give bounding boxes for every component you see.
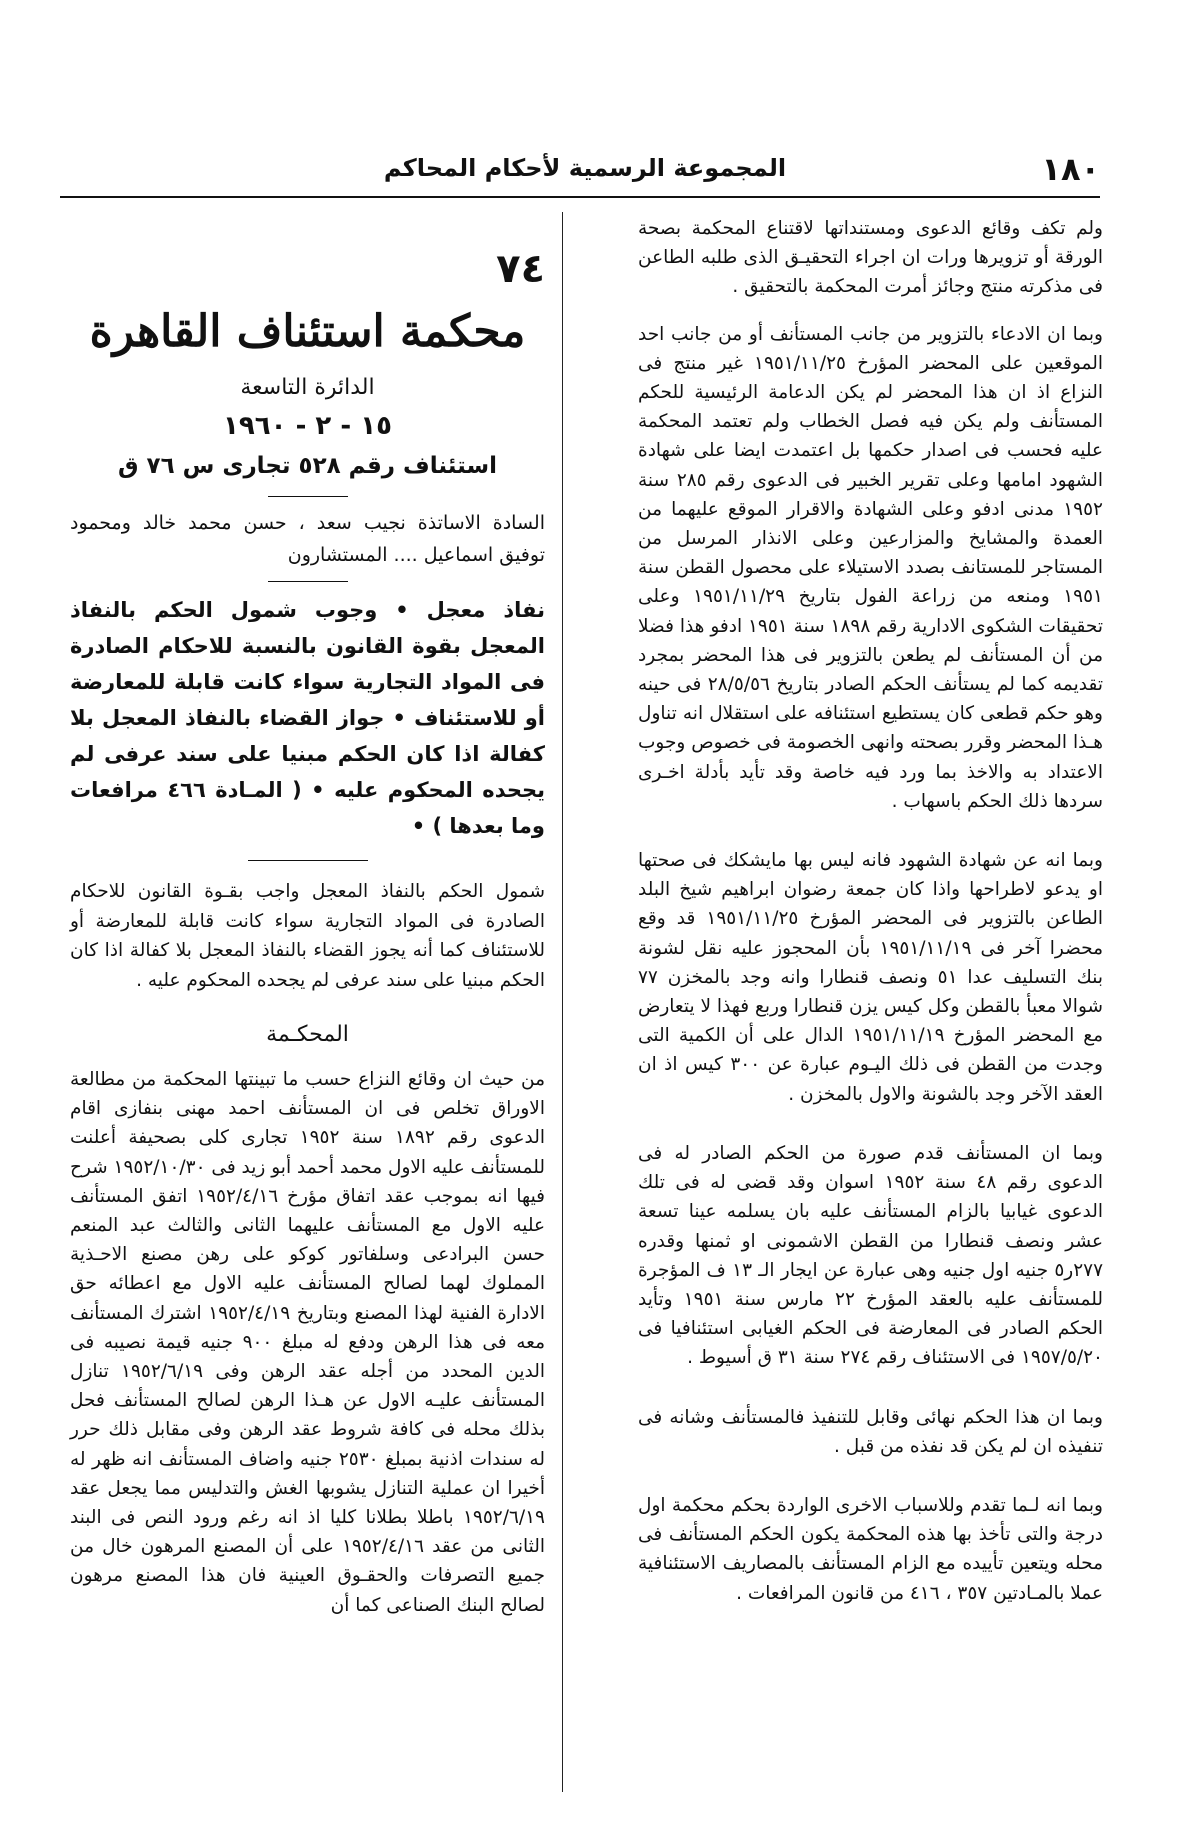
- section-heading: المحكـمة: [266, 1022, 349, 1047]
- divider: [268, 496, 348, 497]
- right-paragraph-1: ولم تكف وقائع الدعوى ومستنداتها لاقتناع المحكمة بصحة الورقة أو تزويرها ورات ان اجراء التحقيـق الذى طلبه الطاعن فى مذكرته منتج وجائز أمرت المحكمة بالتحقيق .: [638, 218, 1103, 298]
- right-paragraph-3: وبما انه عن شهادة الشهود فانه ليس بها مايشكك فى صحتها او يدعو لاطراحها واذا كان جمعة رضوان ابراهيم شيخ البلد الطاعن بالتزوير فى المحضر المؤرخ ١٩٥١/١١/٢٥ قد وقع محضرا آخر فى ١٩٥١/١١/١٩ بأن المحجوز عليه نقل لشونة بنك التسليف عدا ٥١ ونصف قنطارا وانه وجد بالمخزن ٧٧ شوالا معبأ بالقطن وكل كيس يزن قنطارا وربع فهذا لا يتعارض مع المحضر المؤرخ ١٩٥١/١١/١٩ الدال على أن الكمية التى وجدت من القطن فى ذلك اليـوم عبارة عن ٣٠٠ كيس اذ ان العقد الآخر وجد بالشونة والاول بالمخزن .: [638, 850, 1104, 1105]
- judges-list: السادة الاساتذة نجيب سعد ، حسن محمد خالد ومحمود توفيق اسماعيل .... المستشارون: [70, 512, 545, 566]
- running-header: [70, 150, 1100, 190]
- right-paragraph-5: وبما ان هذا الحكم نهائى وقابل للتنفيذ فالمستأنف وشانه فى تنفيذه ان لم يكن قد نفذه من قبل .: [638, 1406, 1103, 1457]
- right-column: [638, 214, 1103, 1608]
- judgment-date: ١٥ - ٢ - ١٩٦٠: [223, 411, 392, 441]
- right-paragraph-2: وبما ان الادعاء بالتزوير من جانب المستأنف أو من جانب احد الموقعين على المحضر المؤرخ ١٩٥١/١١/٢٥ غير منتج فى النزاع اذ ان هذا المحضر لم يكن الدعامة الرئيسية للحكم المستأنف ولم يكن فيه فصل الخطاب ولم تعتمد المحكمة عليه فحسب فى اصدار حكمها بل اعتمدت ايضا على شهادة الشهود امامها وعلى تقرير الخبير فى الدعوى رقم ٢٨٥ سنة ١٩٥٢ مدنى ادفو وعلى الشهادة والاقرار الموقع عليهما من العمدة والمشايخ والمزارعين وعلى الانذار المرسل من المستاجر للمستانف بصدد الاستيلاء على محصول القطن سنة ١٩٥١ ومنعه من زراعة الفول بتاريخ ١٩٥١/١١/٢٩ وعلى تحقيقات الشكوى الادارية رقم ١٨٩٨ سنة ١٩٥١ ادفو هذا فضلا من أن المستأنف لم يطعن بالتزوير فى هذا المحضر بمجرد تقديمه كما لم يستأنف الحكم الصادر بتاريخ ٢٨/٥/٥٦ فى حينه وهو حكم قطعى كان يستطيع استئنافه على استقلال انه تناول هـذا المحضر وقرر بصحته وانهى الخصومة فى خصوص وجوب الاعتداد به والاخذ بما ورد فيه خاصة وقد تأيد بأدلة اخـرى سردها ذلك الحكم باسهاب .: [638, 323, 1104, 812]
- judgment-body: من حيث ان وقائع النزاع حسب ما تبينتها المحكمة من مطالعة الاوراق تخلص فى ان المستأنف احمد مهنى بنفازى اقام الدعوى رقم ١٨٩٢ سنة ١٩٥٢ تجارى كلى بصحيفة أعلنت للمستأنف عليه الاول محمد أحمد أبو زيد فى ١٩٥٢/١٠/٣٠ شرح فيها انه بموجب عقد اتفاق مؤرخ ١٩٥٢/٤/١٦ اتفق المستأنف عليه الاول مع المستأنف عليهما الثانى والثالث عبد المنعم حسن البرادعى وسلفاتور كوكو على رهن مصنع الاحـذية المملوك لهما لصالح المستأنف عليه الاول مع اعطائه حق الادارة الفنية لهذا المصنع وبتاريخ ١٩٥٢/٤/١٩ اشترك المستأنف معه فى هذا الرهن ودفع له مبلغ ٩٠٠ جنيه قيمة نصيبه فى الدين المحدد من أجله عقد الرهن وفى ١٩٥٢/٦/١٩ تنازل المستأنف عليـه الاول عن هـذا الرهن لصالح المستأنف فحل بذلك محله فى كافة شروط عقد الرهن وفى مقابل ذلك حرر له سندات اذنية بمبلغ ٢٥٣٠ جنيه واضاف المستأنف انه ظهر له أخيرا ان عملية التنازل يشوبها الغش والتدليس مما يجعل عقد ١٩٥٢/٦/١٩ باطلا بطلانا كليا اذ انه رغم ورود النص فى البند الثانى من عقد ١٩٥٢/٤/١٦ على أن المصنع المرهون خال من جميع التصرفات والحقـوق العينية فان هذا المصنع مرهون لصالح البنك الصناعى كما أن: [70, 1069, 545, 1616]
- divider: [248, 860, 368, 861]
- right-paragraph-6: وبما انه لـما تقدم وللاسباب الاخرى الواردة بحكم محكمة اول درجة والتى تأخذ بها هذه المحكمة يكون الحكم المستأنف فى محله ويتعين تأييده مع الزام المستأنف بالمصاريف الاستئنافية عملا بالمـادتين ٣٥٧ ، ٤١٦ من قانون المرافعات .: [638, 1494, 1103, 1604]
- column-divider: [562, 212, 563, 1792]
- divider: [268, 581, 348, 582]
- header-rule: [60, 196, 1100, 198]
- court-circuit: الدائرة التاسعة: [240, 375, 375, 400]
- header-title: المجموعة الرسمية لأحكام المحاكم: [383, 154, 787, 182]
- page-number: ١٨٠: [1041, 150, 1100, 188]
- headnote: نفاذ معجل • وجوب شمول الحكم بالنفاذ المعجل بقوة القانون بالنسبة للاحكام الصادرة فى المواد التجارية سواء كانت قابلة للمعارضة أو للاستئناف • جواز القضاء بالنفاذ المعجل بلا كفالة اذا كان الحكم مبنيا على سند عرفى لم يجحده المحكوم عليه • ( المـادة ٤٦٦ مرافعات وما بعدها ) •: [70, 598, 545, 838]
- case-number: ٧٤: [496, 246, 545, 292]
- court-name: محكمة استئناف القاهرة: [89, 306, 526, 357]
- legal-principle-summary: شمول الحكم بالنفاذ المعجل واجب بقـوة القانون للاحكام الصادرة فى المواد التجارية سواء كانت قابلة للمعارضة أو للاستئناف كما أنه يجوز القضاء بالنفاذ المعجل بلا كفالة اذا كان الحكم مبنيا على سند عرفى لم يجحده المحكوم عليه .: [70, 881, 545, 991]
- left-column: [70, 214, 545, 1620]
- right-paragraph-4: وبما ان المستأنف قدم صورة من الحكم الصادر له فى الدعوى رقم ٤٨ سنة ١٩٥٢ اسوان وقد قضى له فى تلك الدعوى غيابيا بالزام المستأنف عليه بان يسلمه عينا تسعة عشر ونصف قنطارا من القطن الاشمونى او ثمنها وقدره ٢٧٧ر٥ جنيه اول جنيه وهى عبارة عن ايجار الـ ١٣ ف المؤجرة للمستأنف عليه بالعقد المؤرخ ٢٢ مارس سنة ١٩٥١ وتأيد الحكم الصادر فى المعارضة فى الحكم الغيابى استئنافيا فى ١٩٥٧/٥/٢٠ فى الاستئناف رقم ٢٧٤ سنة ٣١ ق أسيوط .: [638, 1142, 1104, 1369]
- appeal-number: استئناف رقم ٥٢٨ تجارى س ٧٦ ق: [117, 453, 498, 479]
